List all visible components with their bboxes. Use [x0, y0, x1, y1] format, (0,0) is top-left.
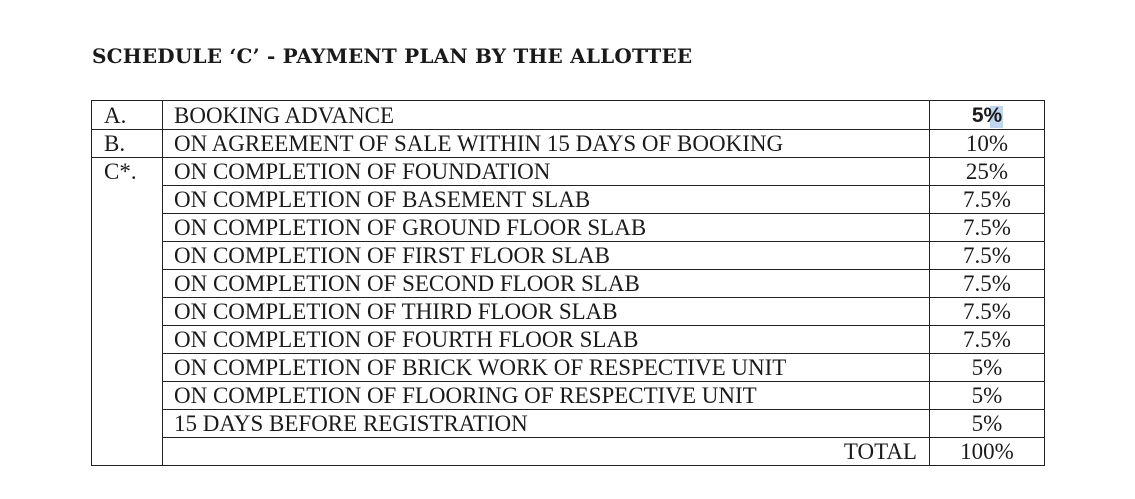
row-description: ON AGREEMENT OF SALE WITHIN 15 DAYS OF BOOKING [163, 130, 930, 158]
table-row [92, 242, 1045, 270]
row-label: C*. [92, 158, 163, 186]
row-percent: 7.5% [930, 298, 1045, 326]
row-description: ON COMPLETION OF FOUNDATION [163, 158, 930, 186]
row-percent: 5% [930, 382, 1045, 410]
table-row [92, 101, 1045, 130]
row-label [92, 354, 163, 382]
row-description: ON COMPLETION OF THIRD FLOOR SLAB [163, 298, 930, 326]
total-row [92, 438, 1045, 466]
table-row [92, 298, 1045, 326]
total-label: TOTAL [163, 438, 930, 466]
row-description: BOOKING ADVANCE [163, 101, 930, 130]
table-row [92, 382, 1045, 410]
table-row [92, 158, 1045, 186]
row-percent: 5% [930, 354, 1045, 382]
row-label [92, 214, 163, 242]
row-percent[interactable] [930, 101, 1045, 130]
row-percent: 7.5% [930, 214, 1045, 242]
row-percent: 7.5% [930, 270, 1045, 298]
row-label: A. [92, 101, 163, 130]
row-label [92, 410, 163, 438]
table-row [92, 186, 1045, 214]
row-label [92, 186, 163, 214]
row-description: ON COMPLETION OF BASEMENT SLAB [163, 186, 930, 214]
row-description: 15 DAYS BEFORE REGISTRATION [163, 410, 930, 438]
row-label [92, 298, 163, 326]
row-description: ON COMPLETION OF FLOORING OF RESPECTIVE UNIT [163, 382, 930, 410]
row-description: ON COMPLETION OF GROUND FLOOR SLAB [163, 214, 930, 242]
row-label [92, 326, 163, 354]
row-percent: 5% [930, 410, 1045, 438]
row-percent-value: 5% [971, 104, 1003, 127]
table-row [92, 214, 1045, 242]
payment-plan-table [91, 100, 1045, 466]
table-row [92, 326, 1045, 354]
row-label [92, 242, 163, 270]
total-row-label [92, 438, 163, 466]
row-percent: 7.5% [930, 242, 1045, 270]
table-row [92, 130, 1045, 158]
row-percent: 10% [930, 130, 1045, 158]
row-label: B. [92, 130, 163, 158]
table-row [92, 410, 1045, 438]
row-description: ON COMPLETION OF FOURTH FLOOR SLAB [163, 326, 930, 354]
row-percent: 25% [930, 158, 1045, 186]
row-description: ON COMPLETION OF FIRST FLOOR SLAB [163, 242, 930, 270]
row-description: ON COMPLETION OF SECOND FLOOR SLAB [163, 270, 930, 298]
row-percent: 7.5% [930, 326, 1045, 354]
row-label [92, 382, 163, 410]
table-row [92, 270, 1045, 298]
row-label [92, 270, 163, 298]
row-percent: 7.5% [930, 186, 1045, 214]
total-percent: 100% [930, 438, 1045, 466]
page-title: SCHEDULE ‘C’ - PAYMENT PLAN BY THE ALLOTTEE [92, 44, 693, 68]
table-row [92, 354, 1045, 382]
row-description: ON COMPLETION OF BRICK WORK OF RESPECTIVE UNIT [163, 354, 930, 382]
